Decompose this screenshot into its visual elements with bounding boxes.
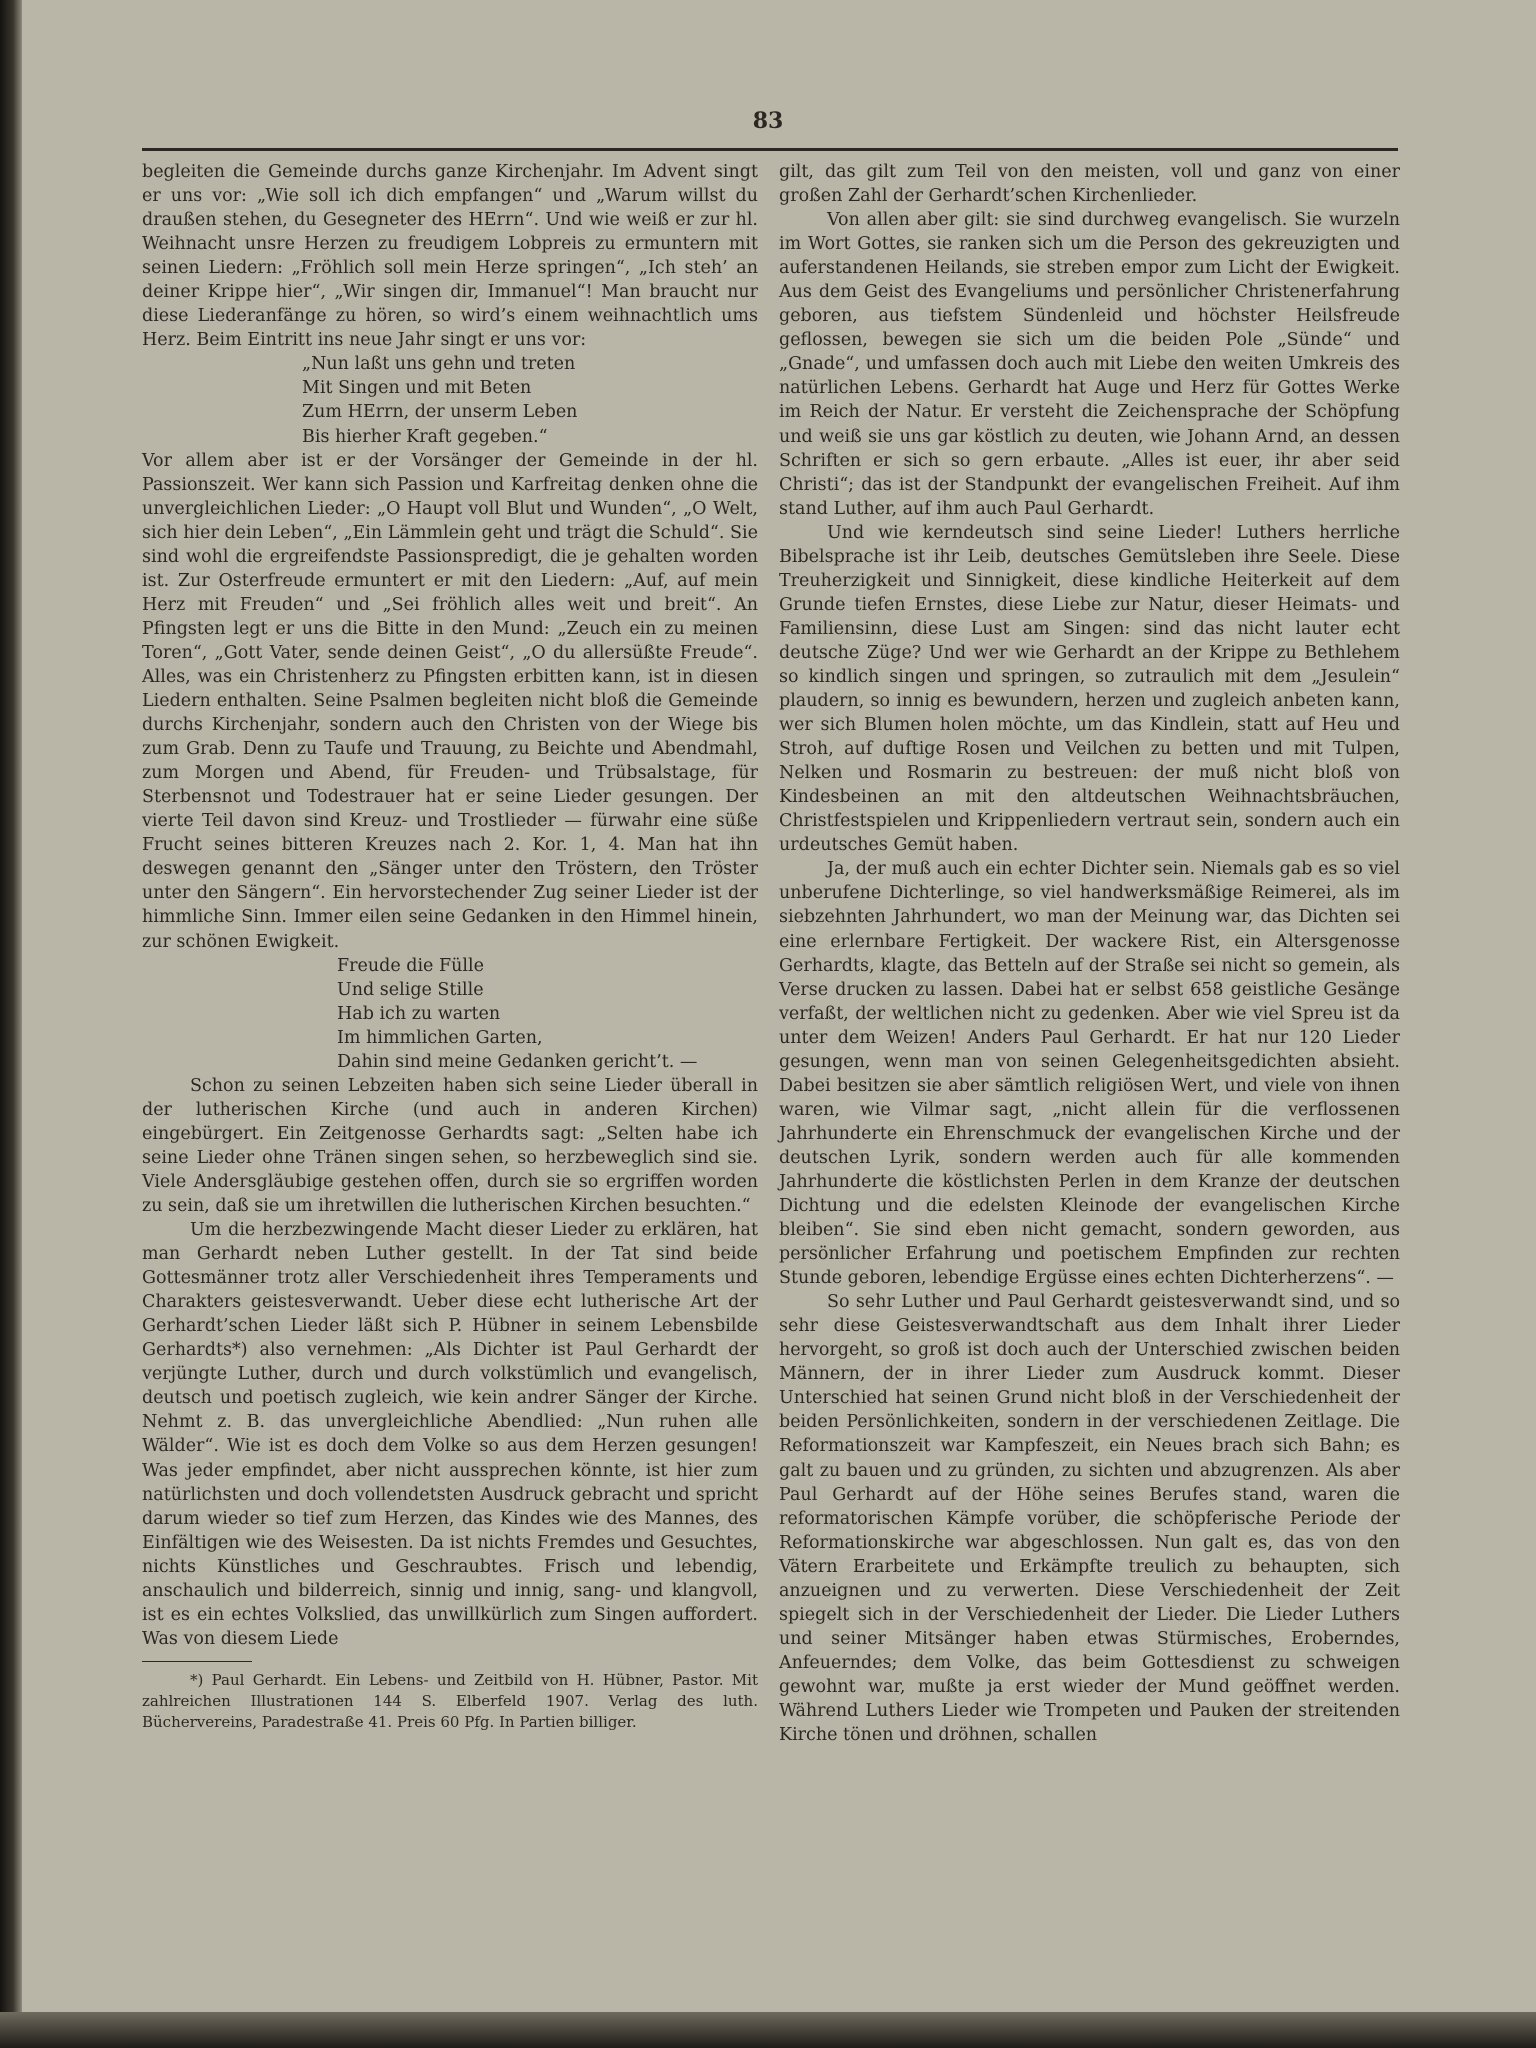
- footnote-rule: [142, 1661, 252, 1662]
- paragraph: Vor allem aber ist er der Vorsänger der Gemeinde in der hl. Passionszeit. Wer kann sich Passion und Karfreitag denken ohne die unvergleichlichen Lieder: „O Haupt voll Blut und Wunden“, „O Welt, sich hier dein Leben“, „Ein Lämmlein geht und trägt die Schuld“. Sie sind wohl die ergreifendste Passionspredigt, die je gehalten worden ist. Zur Osterfreude ermuntert er mit den Liedern: „Auf, auf mein Herz mit Freuden“ und „Sei fröhlich alles weit und breit“. An Pfingsten legt er uns die Bitte in den Mund: „Zeuch ein zu meinen Toren“, „Gott Vater, sende deinen Geist“, „O du allersüßte Freude“. Alles, was ein Christenherz zu Pfingsten erbitten kann, ist in diesen Liedern enthalten. Seine Psalmen begleiten nicht bloß die Gemeinde durchs Kirchenjahr, sondern auch den Christen von der Wiege bis zum Grab. Denn zu Taufe und Trauung, zu Beichte und Abendmahl, zum Morgen und Abend, für Freuden- und Trübsalstage, für Sterbensnot und Todestrauer hat er seine Lieder gesungen. Der vierte Teil davon sind Kreuz- und Trostlieder — fürwahr eine süße Frucht seines bitteren Kreuzes nach 2. Kor. 1, 4. Man hat ihn deswegen genannt den „Sänger unter den Tröstern, den Tröster unter den Sängern“. Ein hervorstechender Zug seiner Lieder ist der himmliche Sinn. Immer eilen seine Gedanken in den Himmel hinein, zur schönen Ewigkeit.: [142, 450, 758, 952]
- paragraph: So sehr Luther und Paul Gerhardt geistesverwandt sind, und so sehr diese Geistesverwandtschaft aus dem Inhalt ihrer Lieder hervorgeht, so groß ist doch auch der Unterschied zwischen beiden Männern, der in ihrer Lieder zum Ausdruck kommt. Dieser Unterschied hat seinen Grund nicht bloß in der Verschiedenheit der beiden Persönlichkeiten, sondern in der verschiedenen Zeitlage. Die Reformationszeit war Kampfeszeit, ein Neues brach sich Bahn; es galt zu bauen und zu gründen, zu sichten und abzugrenzen. Als aber Paul Gerhardt auf der Höhe seines Berufes stand, waren die reformatorischen Kämpfe vorüber, die schöpferische Periode der Reformationskirche war abgeschlossen. Nun galt es, das von den Vätern Erarbeitete und Erkämpfte treulich zu behaupten, sich anzueignen und zu verwerten. Diese Verschiedenheit der Zeit spiegelt sich in der Verschiedenheit der Lieder. Die Lieder Luthers und seiner Mitsänger haben etwas Stürmisches, Eroberndes, Anfeuerndes; dem Volke, das beim Gottesdienst zu schweigen gewohnt war, mußte ja erst wieder der Mund geöffnet werden. Während Luthers Lieder wie Trompeten und Pauken der streitenden Kirche tönen und dröhnen, schallen: [779, 1292, 1400, 1746]
- poem-line: Hab ich zu warten: [337, 1003, 501, 1024]
- poem-stanza: [142, 954, 758, 1074]
- footnote: *) Paul Gerhardt. Ein Lebens- und Zeitbild von H. Hübner, Pastor. Mit zahlreichen Illustrationen 144 S. Elberfeld 1907. Verlag des luth. Büchervereins, Paradestraße 41. Preis 60 Pfg. In Partien billiger.: [142, 1670, 758, 1731]
- paragraph: gilt, das gilt zum Teil von den meisten, voll und ganz von einer großen Zahl der Gerhardt’schen Kirchenlieder.: [779, 162, 1400, 207]
- poem-line: Freude die Fülle: [337, 955, 484, 976]
- paragraph: Von allen aber gilt: sie sind durchweg evangelisch. Sie wurzeln im Wort Gottes, sie ranken sich um die Person des gekreuzigten und auferstandenen Heilands, sie streben empor zum Licht der Ewigkeit. Aus dem Geist des Evangeliums und persönlicher Christenerfahrung geboren, aus tiefstem Sündenleid und höchster Heilsfreude geflossen, bewegen sie sich um die beiden Pole „Sünde“ und „Gnade“, und umfassen doch auch mit Liebe den weiten Umkreis des natürlichen Lebens. Gerhardt hat Auge und Herz für Gottes Werke im Reich der Natur. Er versteht die Zeichensprache der Schöpfung und weiß sie uns gar köstlich zu deuten, wie Johann Arnd, an dessen Schriften er sich so gern erbaute. „Alles ist euer, ihr aber seid Christi“; das ist der Standpunkt der evangelischen Freiheit. Auf ihm stand Luther, auf ihm auch Paul Gerhardt.: [779, 210, 1400, 519]
- poem-line: Zum HErrn, der unserm Leben: [302, 402, 578, 423]
- paragraph: Schon zu seinen Lebzeiten haben sich seine Lieder überall in der lutherischen Kirche (und auch in anderen Kirchen) eingebürgert. Ein Zeitgenosse Gerhardts sagt: „Selten habe ich seine Lieder ohne Tränen singen sehen, so herzbeweglich sind sie. Viele Andersgläubige gestehen offen, durch sie so ergriffen worden zu sein, daß sie um ihretwillen die lutherischen Kirchen besuchten.“: [142, 1075, 758, 1217]
- right-column: [779, 160, 1400, 1747]
- paragraph: Ja, der muß auch ein echter Dichter sein. Niemals gab es so viel unberufene Dichterlinge, so viel handwerksmäßige Reimerei, als im siebzehnten Jahrhundert, wo man der Meinung war, das Dichten sei eine erlernbare Fertigkeit. Der wackere Rist, ein Altersgenosse Gerhardts, klagte, das Betteln auf der Straße sei nicht so gemein, als Verse drucken zu lassen. Dabei hat er selbst 658 geistliche Gesänge verfaßt, der weltlichen nicht zu gedenken. Aber wie viel Spreu ist da unter dem Weizen! Anders Paul Gerhardt. Er hat nur 120 Lieder gesungen, wenn man von seinen Gelegenheitsgedichten absieht. Dabei besitzen sie aber sämtlich religiösen Wert, und viele von ihnen waren, wie Vilmar sagt, „nicht allein für die verflossenen Jahrhunderte ein Ehrenschmuck der evangelischen Kirche und der deutschen Lyrik, sondern werden auch für alle kommenden Jahrhunderte die köstlichsten Perlen in dem Kranze der deutschen Dichtung und die edelsten Kleinode der evangelischen Kirche bleiben“. Sie sind eben nicht gemacht, sondern geworden, aus persönlicher Erfahrung und poetischem Empfinden zur rechten Stunde geboren, lebendige Ergüsse eines echten Dichterherzens“. —: [779, 859, 1400, 1289]
- poem-stanza: [142, 352, 758, 448]
- paragraph: Um die herzbezwingende Macht dieser Lieder zu erklären, hat man Gerhardt neben Luther gestellt. In der Tat sind beide Gottesmänner trotz aller Verschiedenheit ihres Temperaments und Charakters geistesverwandt. Ueber diese echt lutherische Art der Gerhardt’schen Lieder läßt sich P. Hübner in seinem Lebensbilde Gerhardts*) also vernehmen: „Als Dichter ist Paul Gerhardt der verjüngte Luther, durch und durch volkstümlich und evangelisch, deutsch und poetisch zugleich, wie kein andrer Sänger der Kirche. Nehmt z. B. das unvergleichliche Abendlied: „Nun ruhen alle Wälder“. Wie ist es doch dem Volke so aus dem Herzen gesungen! Was jeder empfindet, aber nicht aussprechen könnte, ist hier zum natürlichsten und doch vollendetsten Ausdruck gebracht und spricht darum wieder so tief zum Herzen, das Kindes wie des Mannes, des Einfältigen wie des Weisesten. Da ist nichts Fremdes und Gesuchtes, nichts Künstliches und Geschraubtes. Frisch und lebendig, anschaulich und bilderreich, sinnig und innig, sang- und klangvoll, ist es ein echtes Volkslied, das unwillkürlich zum Singen auffordert. Was von diesem Liede: [142, 1220, 758, 1649]
- header-rule: [142, 148, 1398, 151]
- poem-line: Dahin sind meine Gedanken gericht’t. —: [337, 1051, 698, 1072]
- paragraph: begleiten die Gemeinde durchs ganze Kirchenjahr. Im Advent singt er uns vor: „Wie soll ich dich empfangen“ und „Warum willst du draußen stehen, du Gesegneter des HErrn“. Und wie weiß er zur hl. Weihnacht unsre Herzen zu freudigem Lobpreis zu ermuntern mit seinen Liedern: „Fröhlich soll mein Herze springen“, „Ich steh’ an deiner Krippe hier“, „Wir singen dir, Immanuel“! Man braucht nur diese Liederanfänge zu hören, so wird’s einem weihnachtlich ums Herz. Beim Eintritt ins neue Jahr singt er uns vor:: [142, 162, 758, 351]
- paragraph: Und wie kerndeutsch sind seine Lieder! Luthers herrliche Bibelsprache ist ihr Leib, deutsches Gemütsleben ihre Seele. Diese Treuherzigkeit und Sinnigkeit, diese kindliche Heiterkeit auf dem Grunde tiefen Ernstes, diese Liebe zur Natur, dieser Heimats- und Familiensinn, diese Lust am Singen: sind das nicht lauter echt deutsche Züge? Und wer wie Gerhardt an der Krippe zu Bethlehem so kindlich singen und springen, so zutraulich mit dem „Jesulein“ plaudern, so innig es bewundern, herzen und zugleich anbeten kann, wer sich Blumen holen möchte, um das Kindlein, statt auf Heu und Stroh, auf duftige Rosen und Veilchen zu betten und mit Tulpen, Nelken und Rosmarin zu bestreuen: der muß nicht bloß von Kindesbeinen an mit den altdeutschen Weihnachtsbräuchen, Christfestspielen und Krippenliedern vertraut sein, sondern auch ein urdeutsches Gemüt haben.: [779, 522, 1400, 856]
- book-spine-shadow: [0, 0, 22, 2048]
- poem-line: Im himmlichen Garten,: [337, 1027, 543, 1048]
- left-column: [142, 160, 758, 1733]
- poem-line: „Nun laßt uns gehn und treten: [302, 354, 576, 375]
- poem-line: Und selige Stille: [337, 979, 484, 1000]
- page-number: 83: [752, 108, 784, 134]
- poem-line: Mit Singen und mit Beten: [302, 378, 532, 399]
- page-bottom-edge: [0, 2012, 1536, 2048]
- poem-line: Bis hierher Kraft gegeben.“: [302, 426, 548, 447]
